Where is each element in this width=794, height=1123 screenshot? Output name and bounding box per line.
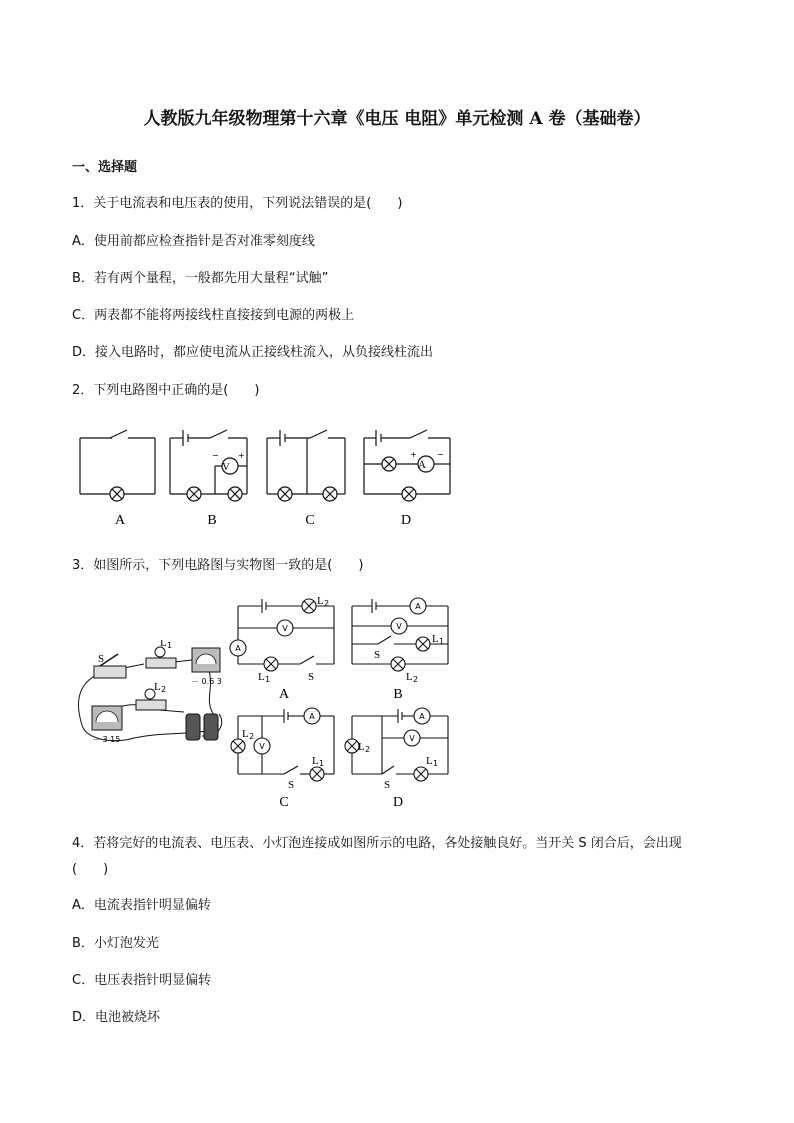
option-label-b: B	[393, 687, 403, 702]
lamp-label: L	[312, 755, 319, 767]
voltmeter-symbol: V	[409, 734, 415, 743]
lamp-2-label: L	[154, 681, 161, 693]
question-2-stem: 2．下列电路图中正确的是( )	[72, 383, 260, 398]
lamp-subscript: 2	[413, 675, 419, 684]
question-4-stem-continued: ( )	[72, 862, 109, 877]
question-4-option-a: A．电流表指针明显偏转	[72, 898, 211, 913]
question-1-option-b: B．若有两个量程，一般都先用大量程“试触”	[72, 271, 329, 286]
minus-sign: −	[212, 451, 219, 460]
option-label-c: C	[279, 795, 289, 810]
option-label-d: D	[400, 513, 412, 528]
question-1-stem: 1．关于电流表和电压表的使用，下列说法错误的是( )	[72, 196, 403, 211]
lamp-subscript: 1	[439, 637, 445, 646]
circuit-c	[231, 708, 334, 781]
question-2-circuit-diagrams	[70, 424, 470, 534]
voltmeter-symbol: V	[282, 624, 288, 633]
circuit-b	[170, 430, 247, 501]
lamp-subscript: 1	[319, 759, 325, 768]
voltmeter-symbol: V	[222, 461, 230, 473]
question-3-stem: 3．如图所示，下列电路图与实物图一致的是( )	[72, 558, 364, 573]
plus-sign: +	[410, 450, 417, 459]
lamp-label: L	[432, 633, 439, 645]
circuit-a	[230, 599, 334, 671]
switch-label: S	[288, 779, 295, 791]
ammeter-symbol: A	[418, 459, 426, 471]
plus-sign: +	[238, 451, 245, 460]
switch-label: S	[374, 649, 381, 661]
voltmeter-symbol: V	[396, 622, 402, 631]
circuit-d	[364, 430, 450, 501]
lamp-1-subscript: 1	[167, 641, 173, 650]
question-3-physical-circuit	[74, 640, 234, 760]
switch-label: S	[308, 671, 315, 683]
question-4-option-c: C．电压表指针明显偏转	[72, 973, 212, 988]
lamp-subscript: 2	[365, 745, 371, 754]
lamp-1-label: L	[160, 640, 167, 649]
question-1-option-a: A．使用前都应检查指针是否对准零刻度线	[72, 234, 315, 249]
lamp-label: L	[358, 741, 365, 753]
lamp-subscript: 1	[265, 675, 271, 684]
lamp-label: L	[258, 671, 265, 683]
page-title: 人教版九年级物理第十六章《电压 电阻》单元检测 A 卷（基础卷）	[143, 109, 651, 129]
ammeter-symbol: A	[309, 712, 315, 721]
ammeter-symbol: A	[415, 602, 421, 611]
section-heading: 一、选择题	[72, 160, 138, 175]
option-label-b: B	[207, 513, 217, 528]
ammeter-scale: － 0.6 3	[191, 677, 222, 686]
question-4-stem: 4．若将完好的电流表、电压表、小灯泡连接成如图所示的电路，各处接触良好。当开关 S 闭合后，会出现	[72, 836, 682, 851]
question-4-option-b: B．小灯泡发光	[72, 936, 159, 951]
circuit-a	[80, 430, 155, 501]
option-label-c: C	[305, 513, 315, 528]
circuit-c	[267, 430, 345, 501]
voltmeter-symbol: V	[259, 742, 265, 751]
question-3-circuit-options	[228, 592, 458, 812]
lamp-label: L	[242, 728, 249, 740]
switch-label: S	[384, 779, 391, 791]
ammeter-symbol: A	[419, 712, 425, 721]
lamp-label: L	[426, 755, 433, 767]
lamp-subscript: 2	[324, 599, 330, 608]
question-4-option-d: D．电池被烧坏	[72, 1010, 161, 1025]
lamp-label: L	[317, 595, 324, 607]
option-label-a: A	[114, 513, 126, 528]
minus-sign: −	[437, 450, 444, 459]
question-1-option-d: D．接入电路时，都应使电流从正接线柱流入，从负接线柱流出	[72, 345, 434, 360]
lamp-2-subscript: 2	[161, 685, 167, 694]
option-label-d: D	[392, 795, 404, 810]
option-label-a: A	[278, 687, 290, 702]
lamp-subscript: 1	[433, 759, 439, 768]
voltmeter-scale: － 3 15	[92, 735, 121, 744]
lamp-label: L	[406, 671, 413, 683]
switch-label: S	[98, 653, 105, 665]
ammeter-symbol: A	[235, 644, 241, 653]
lamp-subscript: 2	[249, 732, 255, 741]
question-1-option-c: C．两表都不能将两接线柱直接接到电源的两极上	[72, 308, 355, 323]
